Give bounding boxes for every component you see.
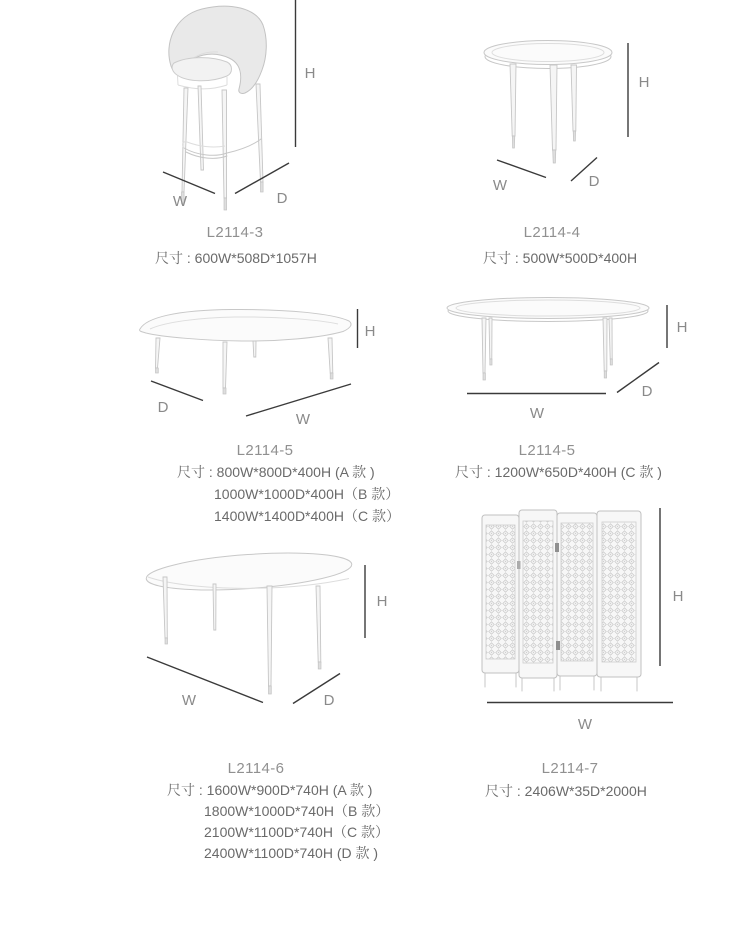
- spec-block-1: [155, 247, 317, 269]
- product-cell-dining-table: [130, 550, 400, 740]
- size-value: 1600W*900D*740H (A 款 ): [206, 782, 373, 798]
- bar-chair-sketch: [169, 6, 266, 210]
- dining-table-sketch: [145, 550, 353, 694]
- size-value: 800W*800D*400H (A 款 ): [216, 464, 375, 480]
- height-dim-label: H: [304, 65, 316, 82]
- spec-line: [155, 247, 317, 269]
- size-value: 1000W*1000D*400H（B 款）: [214, 486, 400, 502]
- spec-line: [167, 780, 389, 801]
- width-dim-label: W: [295, 411, 311, 428]
- folding-screen-sketch: [482, 510, 641, 691]
- width-dim-label: W: [529, 405, 545, 422]
- product-model-5: L2114-6: [227, 760, 285, 777]
- spec-line: [485, 780, 647, 802]
- spec-line: [177, 483, 400, 505]
- hinge: [555, 543, 559, 552]
- product-model-6: L2114-7: [541, 760, 599, 777]
- product-cell-folding-screen: [460, 495, 690, 740]
- size-prefix: 尺寸 :: [177, 464, 217, 480]
- depth-dim-label: D: [276, 190, 288, 207]
- bar-chair-drawing: [140, 0, 340, 215]
- spec-line: [177, 461, 400, 483]
- depth-dim-label: D: [157, 399, 169, 416]
- size-prefix: 尺寸 :: [455, 464, 495, 480]
- product-cell-round-table: [460, 10, 680, 210]
- height-dim-label: H: [638, 74, 650, 91]
- oval-low-table-drawing: [440, 285, 700, 425]
- depth-dim-label: D: [323, 692, 335, 709]
- dining-table-drawing: [130, 550, 400, 740]
- depth-dim-label: D: [588, 173, 600, 190]
- round-table-sketch: [484, 41, 612, 164]
- width-dim-label: W: [492, 177, 508, 194]
- height-dim-label: H: [364, 323, 376, 340]
- spec-line: [455, 461, 662, 483]
- width-dim-label: W: [172, 193, 188, 210]
- height-dim-label: H: [676, 319, 688, 336]
- size-value: 500W*500D*400H: [522, 250, 638, 266]
- folding-screen-drawing: [460, 495, 690, 740]
- size-prefix: 尺寸 :: [167, 782, 207, 798]
- product-cell-bar-chair: [140, 0, 340, 215]
- product-model-1: L2114-3: [206, 224, 264, 241]
- spec-line: [167, 843, 389, 864]
- width-dim-label: W: [577, 716, 593, 733]
- product-cell-coffee-table: [120, 290, 390, 430]
- product-model-4: L2114-5: [518, 442, 576, 459]
- size-prefix: 尺寸 :: [485, 783, 525, 799]
- product-model-2: L2114-4: [523, 224, 581, 241]
- spec-block-3: [177, 461, 400, 527]
- product-cell-oval-low-table: [440, 285, 700, 425]
- spec-line: [167, 822, 389, 843]
- spec-block-5: [167, 780, 389, 864]
- width-dim-label: W: [181, 692, 197, 709]
- size-value: 1800W*1000D*740H（B 款）: [204, 803, 390, 819]
- spec-line: [483, 247, 637, 269]
- size-value: 2400W*1100D*740H (D 款 ): [204, 845, 379, 861]
- size-prefix: 尺寸 :: [155, 250, 195, 266]
- hinge: [556, 641, 560, 650]
- spec-block-2: [483, 247, 637, 269]
- size-value: 1200W*650D*400H (C 款 ): [494, 464, 662, 480]
- oval-low-table-dimensions: [467, 305, 687, 422]
- spec-block-4: [455, 461, 662, 483]
- coffee-table-sketch: [140, 309, 351, 394]
- oval-low-table-sketch: [447, 298, 649, 381]
- height-dim-label: H: [672, 588, 684, 605]
- hinge: [517, 561, 521, 569]
- size-value: 1400W*1400D*400H（C 款）: [214, 508, 400, 524]
- coffee-table-drawing: [120, 290, 390, 430]
- product-model-3: L2114-5: [236, 442, 294, 459]
- depth-dim-label: D: [641, 383, 653, 400]
- size-prefix: 尺寸 :: [483, 250, 523, 266]
- height-dim-label: H: [376, 593, 388, 610]
- spec-block-6: [485, 780, 647, 802]
- size-value: 2406W*35D*2000H: [524, 783, 647, 799]
- size-value: 600W*508D*1057H: [194, 250, 317, 266]
- size-value: 2100W*1100D*740H（C 款）: [204, 824, 389, 840]
- round-table-drawing: [460, 10, 680, 210]
- spec-line: [177, 505, 400, 527]
- spec-line: [167, 801, 389, 822]
